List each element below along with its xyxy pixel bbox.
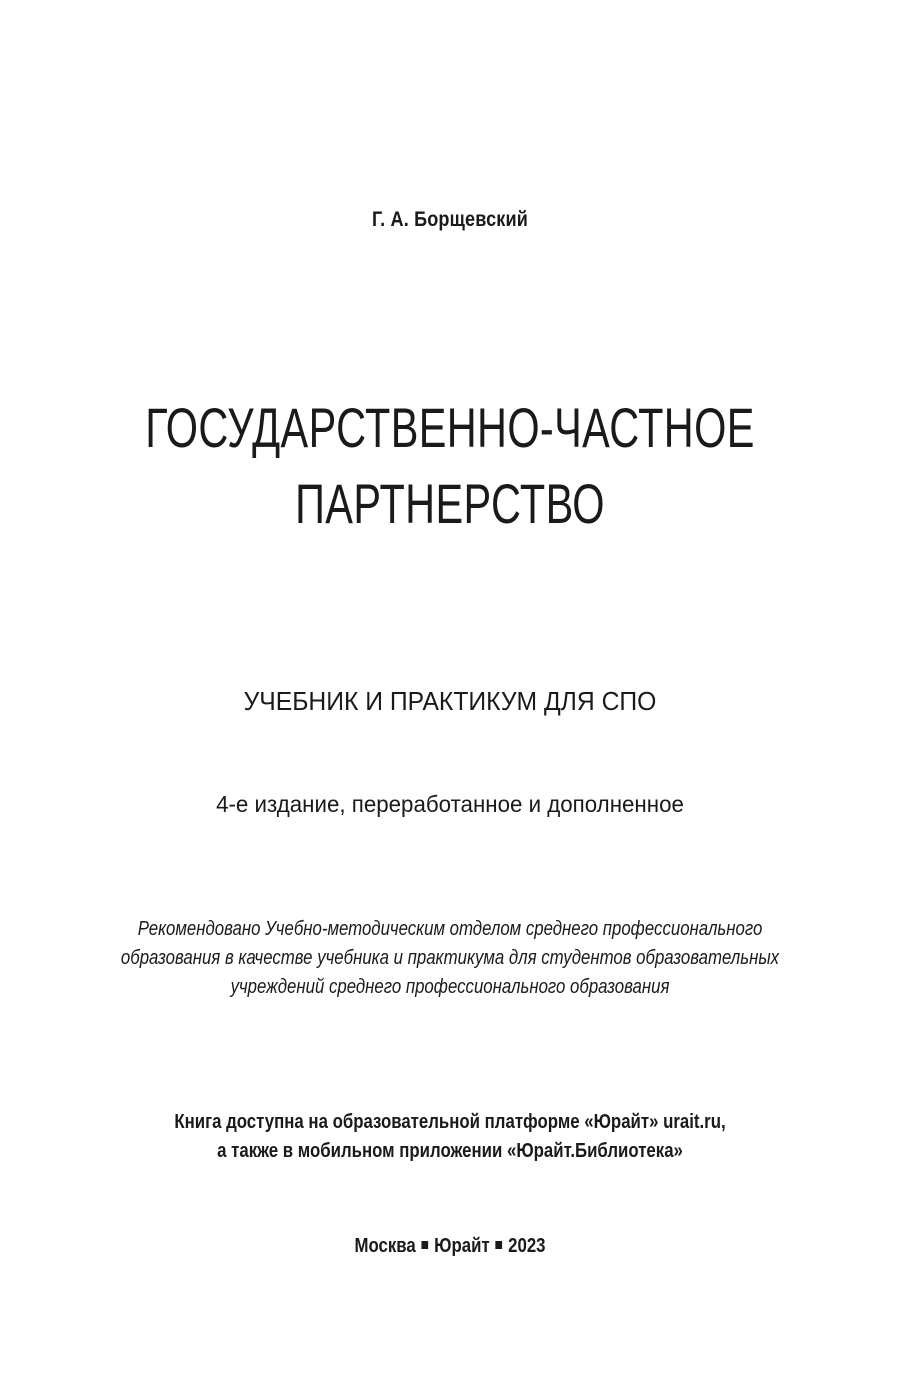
document-type: УЧЕБНИК И ПРАКТИКУМ ДЛЯ СПО [243, 686, 657, 716]
book-title-line-2: ПАРТНЕРСТВО [295, 472, 605, 535]
availability-line-2: а также в мобильном приложении «Юрайт.Библиотека» [217, 1140, 683, 1162]
edition-info: 4-е издание, переработанное и дополненное [216, 791, 684, 817]
imprint-publisher: Юрайт [434, 1235, 490, 1257]
availability-line-1: Книга доступна на образовательной платформе «Юрайт» urait.ru, [174, 1111, 726, 1133]
imprint-year: 2023 [508, 1235, 546, 1257]
imprint [72, 1235, 828, 1258]
recommendation-line-2: образования в качестве учебника и практикума для студентов образовательных [120, 947, 780, 969]
square-bullet-icon [422, 1241, 429, 1249]
recommendation-line-1: Рекомендовано Учебно-методическим отделом среднего профессионального [137, 918, 763, 940]
book-title-line-1: ГОСУДАРСТВЕННО-ЧАСТНОЕ [145, 396, 755, 459]
imprint-city: Москва [354, 1235, 416, 1257]
author-name: Г. А. Борщевский [371, 208, 529, 231]
recommendation-line-3: учреждений среднего профессионального образования [230, 976, 670, 998]
square-bullet-icon [496, 1241, 503, 1249]
